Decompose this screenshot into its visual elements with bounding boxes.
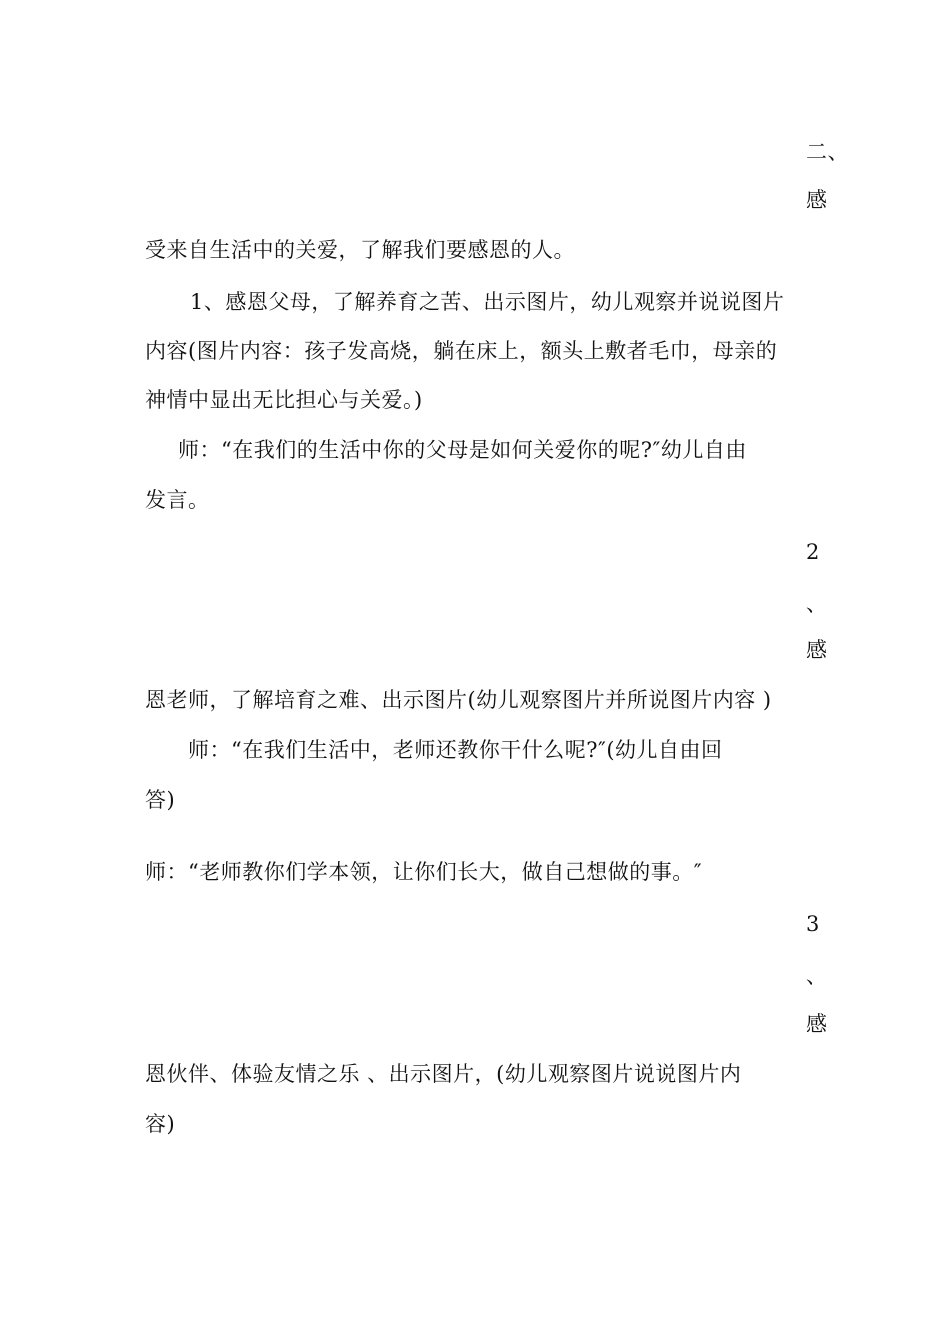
item-3-line-2: 容) [145,1112,176,1136]
item-1-line-1: 1、感恩父母，了解养育之苦、出示图片，幼儿观察并说说图片 [190,290,785,314]
teacher-question-2-line-2: 答) [145,788,176,812]
section-number: 二、 [806,140,849,164]
item-2-first-char: 感 [806,638,828,662]
item-2-separator: 、 [806,592,828,616]
section-heading-continuation: 受来自生活中的关爱，了解我们要感恩的人。 [145,238,575,262]
item-2-text: 恩老师，了解培育之难、出示图片(幼儿观察图片并所说图片内容 ) [145,688,772,712]
item-3-number: 3 [806,912,820,936]
item-3-line-1: 恩伙伴、体验友情之乐 、出示图片，(幼儿观察图片说说图片内 [145,1062,742,1086]
item-3-first-char: 感 [806,1012,828,1036]
teacher-question-1-line-2: 发言。 [145,488,210,512]
teacher-question-2-line-1: 师：“在我们生活中，老师还教你干什么呢?″(幼儿自由回 [188,738,723,762]
item-3-separator: 、 [806,964,828,988]
item-2-number: 2 [806,540,820,564]
teacher-statement-2: 师：“老师教你们学本领，让你们长大，做自己想做的事。″ [145,860,703,884]
item-1-line-3: 神情中显出无比担心与关爱。) [145,388,423,412]
teacher-question-1-line-1: 师：“在我们的生活中你的父母是如何关爱你的呢?″幼儿自由 [178,438,747,462]
item-1-line-2: 内容(图片内容：孩子发高烧，躺在床上，额头上敷者毛巾，母亲的 [145,339,778,363]
section-first-char: 感 [806,188,828,212]
